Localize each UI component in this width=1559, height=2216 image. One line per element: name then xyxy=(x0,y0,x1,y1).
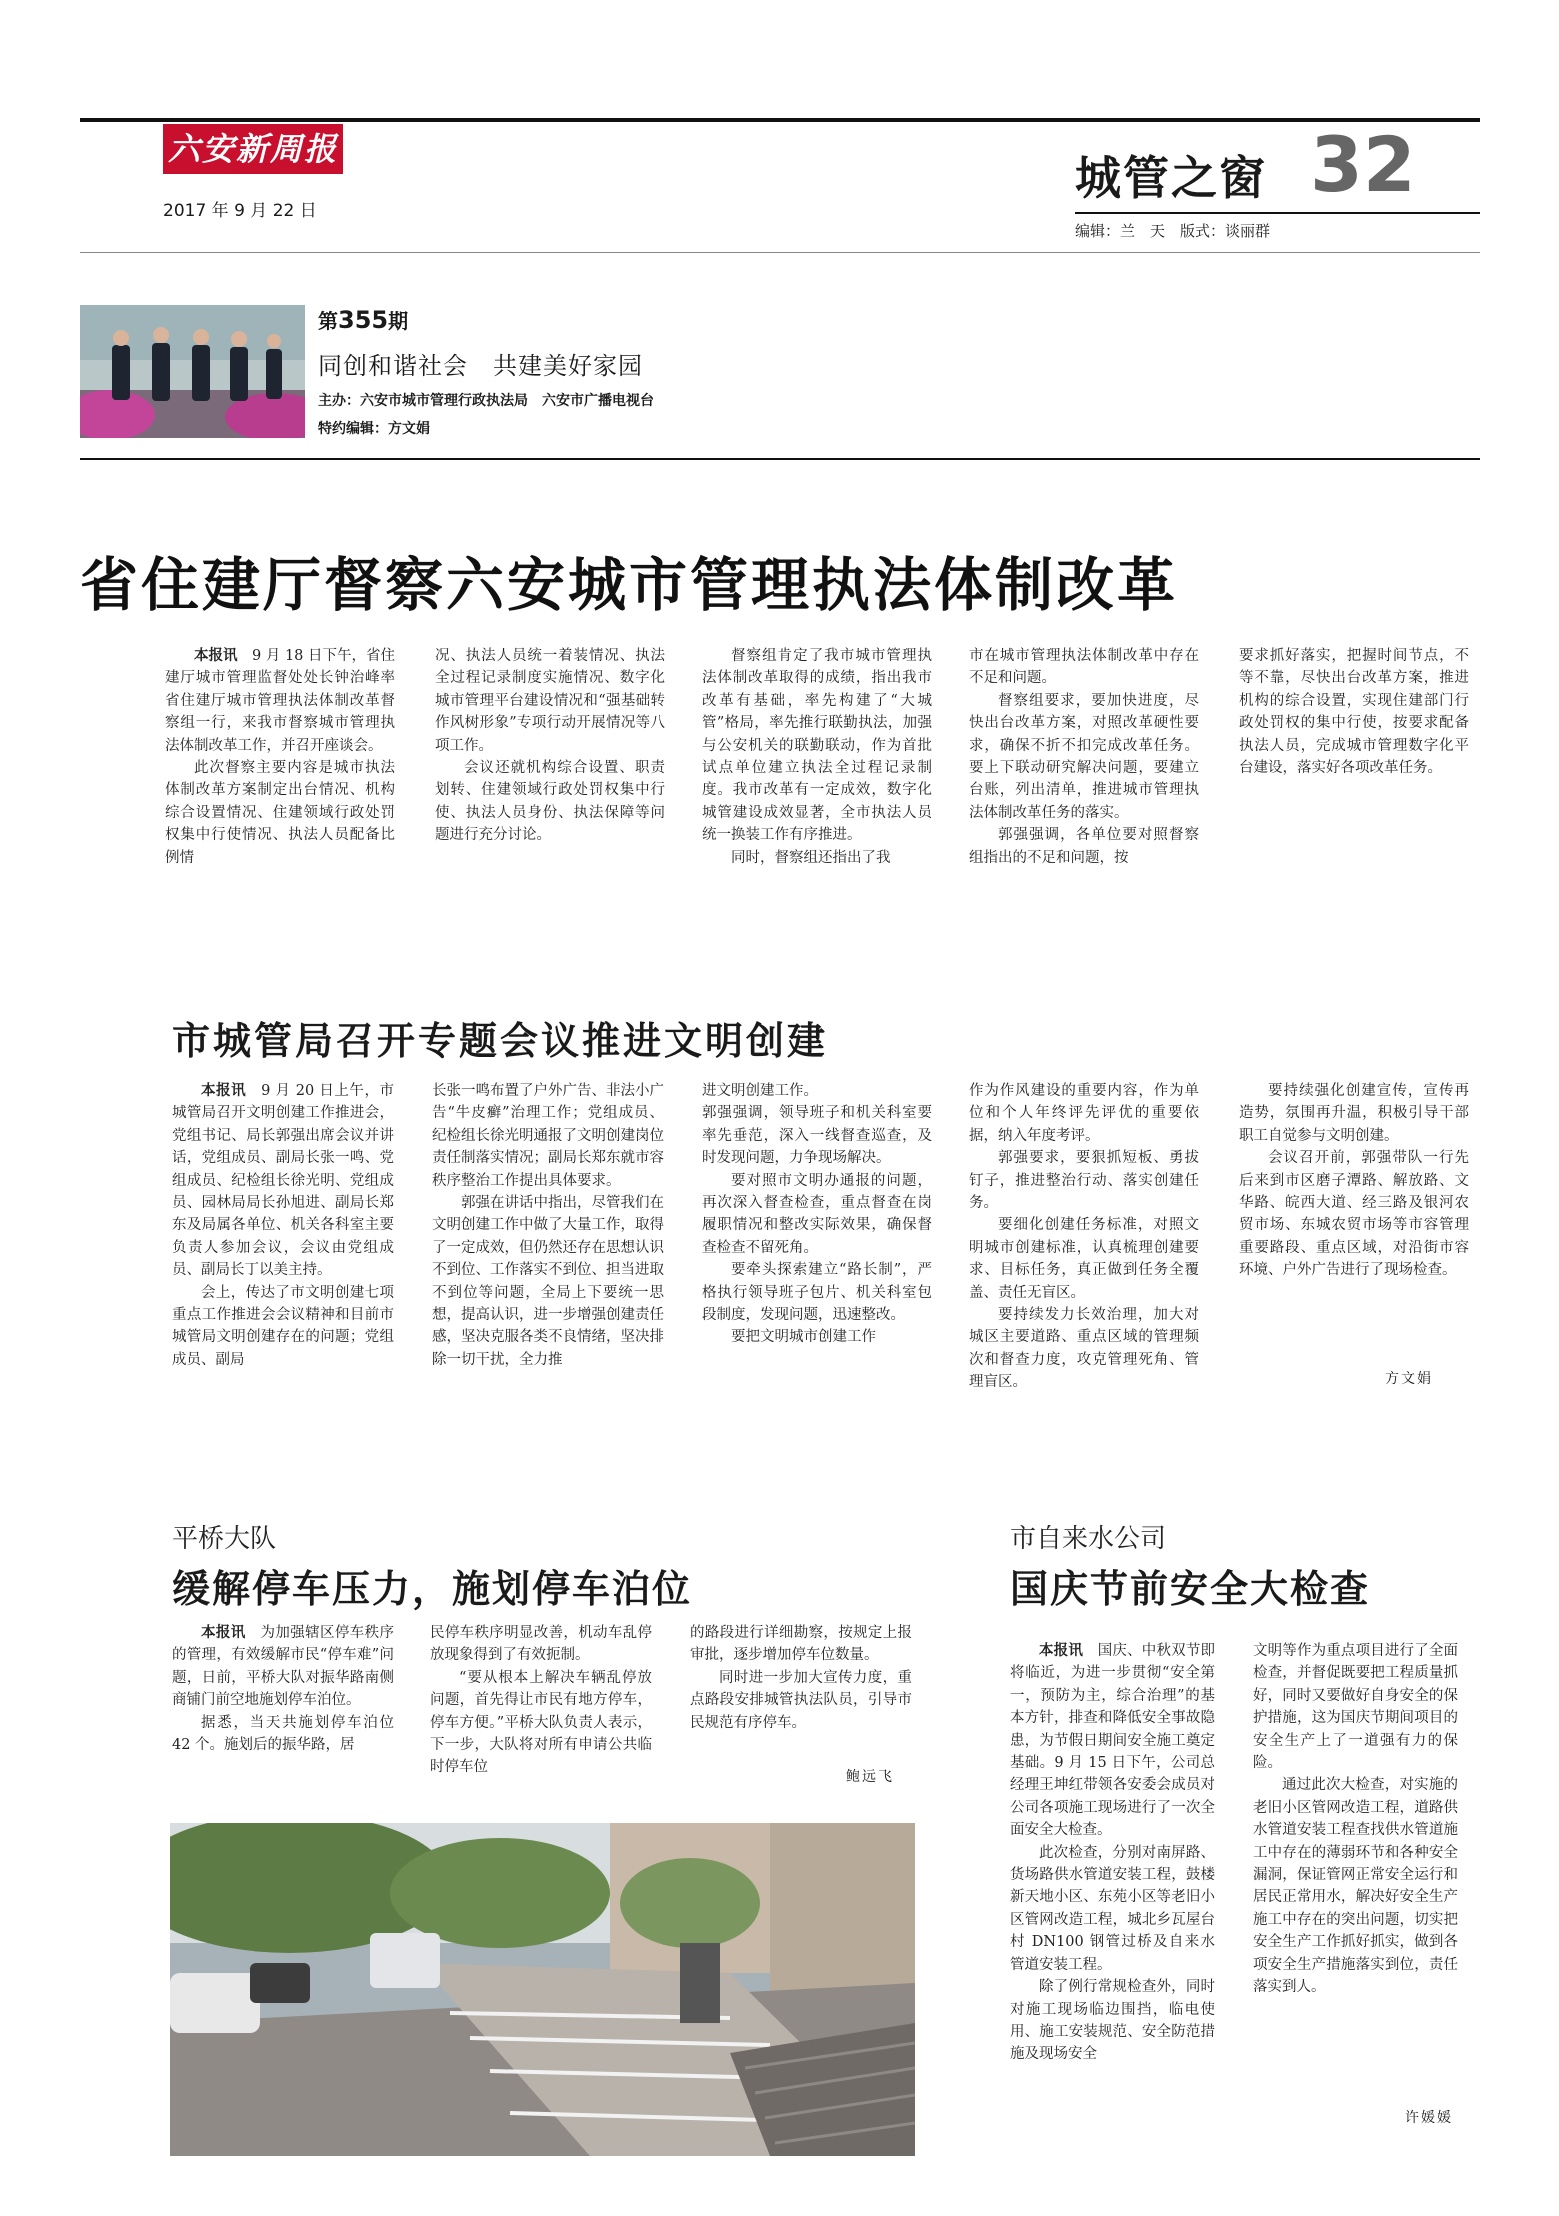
banner-slogan: 同创和谐社会 共建美好家园 xyxy=(318,352,643,380)
section-rule xyxy=(1075,212,1480,214)
article2-col2: 长张一鸣布置了户外广告、非法小广告“牛皮癣”治理工作；党组成员、纪检组长徐光明通报了文明创建岗位责任制落实情况；副局长郑东就市容秩序整治工作提出具体要求。 郭强在讲话中指出，尽管我们在文明创建工作中做了大量工作，取得了一定成效，但仍然还存在思想认识不到位、工作落实不到位、担当进取不到位等问题，全局上下要统一思想，提高认识，进一步增强创建责任感，坚决克服各类不良情绪，坚决排除一切干扰，全力推 xyxy=(432,1083,664,1368)
banner-rule xyxy=(80,458,1480,460)
article3-col3: 的路段进行详细勘察，按规定上报审批，逐步增加停车位数量。 同时进一步加大宣传力度，重点路段安排城管执法队员，引导市民规范有序停车。 xyxy=(690,1625,912,1731)
issue-date: 2017 年 9 月 22 日 xyxy=(163,201,317,221)
top-rule xyxy=(80,118,1480,122)
headline-article4: 国庆节前安全大检查 xyxy=(1010,1567,1371,1611)
headline-article1: 省住建厅督察六安城市管理执法体制改革 xyxy=(80,551,1179,619)
article4-byline: 许媛媛 xyxy=(1405,2110,1453,2126)
section-title: 城管之窗 xyxy=(1075,151,1267,205)
article4-kicker: 市自来水公司 xyxy=(1010,1524,1167,1554)
article1-col5: 要求抓好落实，把握时间节点，不等不靠，尽快出台改革方案，推进机构的综合设置，实现住建部门行政处罚权的集中行使，按要求配备执法人员，完成城市管理数字化平台建设，落实好各项改革任务。 xyxy=(1239,648,1469,777)
article2-byline: 方文娟 xyxy=(1385,1371,1433,1387)
page-number: 32 xyxy=(1310,120,1416,209)
banner-special-editor: 特约编辑：方文娟 xyxy=(318,421,430,437)
article3-col2: 民停车秩序明显改善，机动车乱停放现象得到了有效扼制。 “要从根本上解决车辆乱停放问题，首先得让市民有地方停车，停车方便。”平桥大队负责人表示，下一步，大队将对所有申请公共临时停车位 xyxy=(430,1625,652,1776)
article3-kicker: 平桥大队 xyxy=(172,1524,277,1554)
article1-col4: 市在城市管理执法体制改革中存在不足和问题。 督察组要求，要加快进度，尽快出台改革方案，对照改革硬性要求，确保不折不扣完成改革任务。要上下联动研究解决问题，要建立台账，列出清单，推进城市管理执法体制改革任务的落实。 郭强强调，各单位要对照督察组指出的不足和问题，按 xyxy=(969,648,1199,866)
article1-col2: 况、执法人员统一着装情况、执法全过程记录制度实施情况、数字化城市管理平台建设情况和“强基础转作风树形象”专项行动开展情况等八项工作。 会议还就机构综合设置、职责划转、住建领域行政处罚权集中行使、执法人员身份、执法保障等问题进行充分讨论。 xyxy=(435,648,665,844)
article3-col1: 本报讯 为加强辖区停车秩序的管理，有效缓解市民“停车难”问题，日前，平桥大队对振华路南侧商铺门前空地施划停车泊位。 据悉，当天共施划停车泊位 42 个。施划后的振华路，居 xyxy=(172,1624,394,1754)
headline-article3: 缓解停车压力，施划停车泊位 xyxy=(172,1567,693,1611)
article4-col2: 文明等作为重点项目进行了全面检查，并督促既要把工程质量抓好，同时又要做好自身安全的保护措施，这为国庆节期间项目的安全生产上了一道强有力的保险。 通过此次大检查，对实施的老旧小区管网改造工程，道路供水管道安装工程查找供水管道施工中存在的薄弱环节和各种安全漏洞，保证管网正常安全运行和居民正常用水，解决好安全生产施工中存在的突出问题，切实把安全生产工作抓好抓实，做到各项安全生产措施落实到位，责任落实到人。 xyxy=(1253,1643,1458,1996)
article1-col1: 本报讯 9 月 18 日下午，省住建厅城市管理监督处处长钟治峰率省住建厅城市管理执法体制改革督察组一行，来我市督察城市管理执法体制改革工作，并召开座谈会。 此次督察主要内容是城市执法体制改革方案制定出台情况、机构综合设置情况、住建领域行政处罚权集中行使情况、执法人员配备比例情 xyxy=(165,647,396,866)
article2-col1: 本报讯 9 月 20 日上午，市城管局召开文明创建工作推进会，党组书记、局长郭强出席会议并讲话，党组成员、副局长张一鸣、党组成员、纪检组长徐光明、党组成员、园林局局长孙旭进、副局长郑东及局属各单位、机关各科室主要负责人参加会议，会议由党组成员、副局长丁以美主持。 会上，传达了市文明创建七项重点工作推进会会议精神和目前市城管局文明创建存在的问题；党组成员、副局 xyxy=(172,1082,394,1368)
parking-street-photo xyxy=(170,1823,915,2156)
article1-col3: 督察组肯定了我市城市管理执法体制改革取得的成绩，指出我市改革有基础，率先构建了“大城管”格局，率先推行联勤执法，加强与公安机关的联勤联动，作为首批试点单位建立执法全过程记录制度。我市改革有一定成效，数字化城管建设成效显著，全市执法人员统一换装工作有序推进。 同时，督察组还指出了我 xyxy=(702,648,932,866)
header-divider xyxy=(80,252,1480,253)
article4-col1: 本报讯 国庆、中秋双节即将临近，为进一步贯彻“安全第一，预防为主，综合治理”的基本方针，排查和降低安全事故隐患，为节假日期间安全施工奠定基础。9 月 15 日下午，公司总经理王坤红带领各安委会成员对公司各项施工现场进行了一次全面安全大检查。 此次检查，分别对南屏路、货场路供水管道安装工程，鼓楼新天地小区、东苑小区等老旧小区管网改造工程，城北乡瓦屋台村 DN100 钢管过桥及自来水管道安装工程。 除了例行常规检查外，同时对施工现场临边围挡，临电使用、施工安装规范、安全防范措施及现场安全 xyxy=(1010,1642,1216,2063)
article2-col4: 作为作风建设的重要内容，作为单位和个人年终评先评优的重要依据，纳入年度考评。 郭强要求，要狠抓短板、勇拔钉子，推进整治行动、落实创建任务。 要细化创建任务标准，对照文明城市创建标准，认真梳理创建要求、目标任务，真正做到任务全覆盖、责任无盲区。 要持续发力长效治理，加大对城区主要道路、重点区域的管理频次和督查力度，攻克管理死角、管理盲区。 xyxy=(969,1083,1199,1391)
article2-col5: 要持续强化创建宣传，宣传再造势，氛围再升温，积极引导干部职工自觉参与文明创建。 会议召开前，郭强带队一行先后来到市区磨子潭路、解放路、文华路、皖西大道、经三路及银河农贸市场、东城农贸市场等市容管理重要路段、重点区域，对沿街市容环境、户外广告进行了现场检查。 xyxy=(1239,1083,1469,1279)
banner-photo-officers xyxy=(80,305,305,438)
newspaper-logo: 六安新周报 xyxy=(163,124,343,174)
editors-credit: 编辑：兰 天 版式：谈丽群 xyxy=(1075,222,1271,240)
article2-col3: 进文明创建工作。 郭强强调，领导班子和机关科室要率先垂范，深入一线督查巡查，及时发现问题，力争现场解决。 要对照市文明办通报的问题，再次深入督查检查，重点督查在岗履职情况和整改实际效果，确保督查检查不留死角。 要牵头探索建立“路长制”，严格执行领导班子包片、机关科室包段制度，发现问题，迅速整改。 要把文明城市创建工作 xyxy=(702,1083,932,1346)
banner-host: 主办：六安市城市管理行政执法局 六安市广播电视台 xyxy=(318,393,654,409)
headline-article2: 市城管局召开专题会议推进文明创建 xyxy=(172,1019,829,1063)
article3-byline: 鲍远飞 xyxy=(846,1769,894,1785)
issue-number: 第355期 xyxy=(318,306,409,334)
